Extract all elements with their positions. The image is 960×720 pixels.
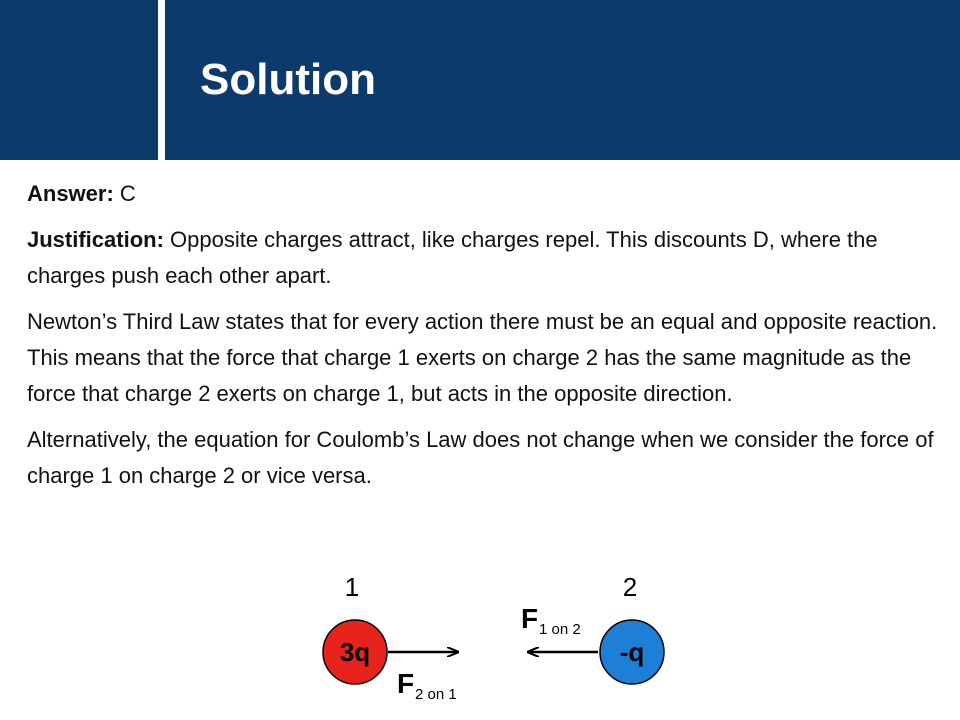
- force-2-on-1-subscript: 2 on 1: [415, 686, 457, 703]
- charge-diagram: [0, 560, 960, 720]
- force-2-on-1-symbol: F: [397, 668, 415, 699]
- solution-text: [27, 176, 942, 504]
- charge-2-number: 2: [622, 572, 638, 602]
- alternative-paragraph: Alternatively, the equation for Coulomb’s Law does not change when we consider the force of charge 1 on charge 2 or vice versa.: [27, 427, 934, 488]
- header-bar: [0, 0, 960, 160]
- charge-diagram-svg: [0, 560, 960, 720]
- justification-text: Opposite charges attract, like charges repel. This discounts D, where the charges push each other apart.: [27, 227, 878, 288]
- slide-title: Solution: [200, 55, 376, 104]
- charge-2-label: -q: [619, 637, 645, 667]
- header-divider: [158, 0, 165, 160]
- charge-1-number: 1: [344, 572, 360, 602]
- force-1-on-2-symbol: F: [521, 603, 539, 634]
- force-label-2-on-1: [397, 668, 457, 703]
- justification-label: Justification:: [27, 227, 164, 252]
- force-1-on-2-subscript: 1 on 2: [539, 621, 581, 638]
- charge-1-label: 3q: [339, 637, 371, 667]
- force-label-1-on-2: [521, 603, 581, 638]
- answer-label: Answer:: [27, 181, 114, 206]
- justification-paragraph: [27, 222, 942, 294]
- answer-line: [27, 176, 942, 212]
- newton-paragraph: Newton’s Third Law states that for every action there must be an equal and opposite reaction. This means that the force that charge 1 exerts on charge 2 has the same magnitude as the force that charge 2 exerts on charge 1, but acts in the opposite direction.: [27, 309, 938, 406]
- answer-value: C: [113, 181, 136, 206]
